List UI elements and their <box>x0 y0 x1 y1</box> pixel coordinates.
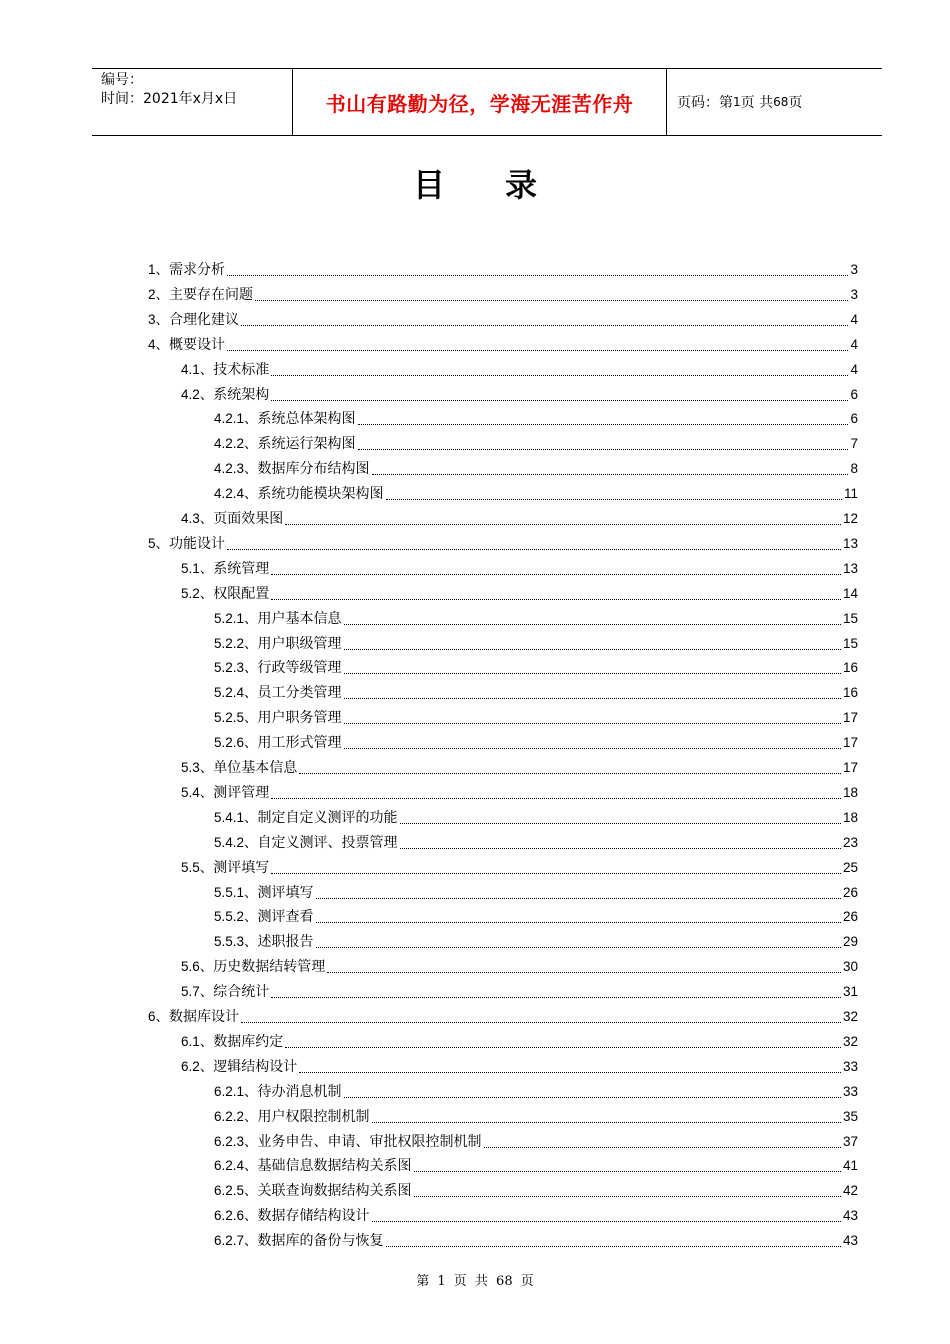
toc-entry-number: 5.2.6、 <box>214 735 258 751</box>
toc-dot-leader <box>344 648 841 650</box>
toc-dot-leader <box>386 498 842 500</box>
toc-entry[interactable] <box>181 1030 858 1054</box>
toc-entry-number: 6.2、 <box>181 1058 214 1074</box>
toc-entry-text: 功能设计 <box>169 535 226 552</box>
toc-dot-leader <box>285 523 841 525</box>
toc-entry-page: 14 <box>842 585 858 601</box>
toc-entry-number: 5.5.3、 <box>214 934 258 950</box>
toc-dot-leader <box>400 822 841 824</box>
toc-entry-page: 42 <box>842 1183 858 1199</box>
toc-entry-text: 系统管理 <box>213 560 270 577</box>
toc-entry-page: 18 <box>842 809 858 825</box>
toc-entry[interactable] <box>214 407 858 431</box>
toc-entry-page: 18 <box>842 784 858 800</box>
toc-dot-leader <box>299 772 841 774</box>
header-motto: 书山有路勤为径，学海无涯苦作舟 <box>293 69 667 135</box>
toc-entry-number: 4、 <box>148 336 170 352</box>
toc-dot-leader <box>271 374 848 376</box>
toc-entry-text: 系统总体架构图 <box>257 411 356 428</box>
toc-entry-text: 关联查询数据结构关系图 <box>257 1183 412 1200</box>
toc-entry-page: 25 <box>842 859 858 875</box>
toc-entry-page: 41 <box>842 1158 858 1174</box>
toc-entry-number: 4.2.4、 <box>214 486 258 502</box>
toc-entry-number: 5.2.5、 <box>214 710 258 726</box>
toc-dot-leader <box>255 299 848 301</box>
toc-entry-number: 5.3、 <box>181 760 214 775</box>
toc-entry[interactable] <box>181 557 858 581</box>
toc-entry-text: 数据库约定 <box>213 1033 284 1050</box>
toc-entry[interactable] <box>214 482 858 506</box>
toc-entry-page: 3 <box>850 286 858 302</box>
toc-entry-text: 系统架构 <box>213 386 270 403</box>
toc-entry-number: 5、 <box>148 535 170 551</box>
toc-entry-text: 数据库设计 <box>169 1009 240 1025</box>
toc-entry-text: 基础信息数据结构关系图 <box>257 1158 412 1175</box>
toc-entry-number: 5.1、 <box>181 560 214 576</box>
page-mid: 页 共 <box>740 95 774 111</box>
toc-dot-leader <box>271 573 841 575</box>
toc-entry-page: 32 <box>842 1033 858 1049</box>
toc-dot-leader <box>400 847 841 849</box>
toc-entry[interactable] <box>181 856 858 880</box>
toc-dot-leader <box>372 1121 841 1123</box>
toc-dot-leader <box>227 274 848 276</box>
toc-entry-page: 17 <box>842 735 858 751</box>
toc-entry-number: 6.2.3、 <box>214 1133 258 1149</box>
toc-entry[interactable] <box>214 706 858 730</box>
toc-entry-number: 5.5.2、 <box>214 909 258 925</box>
toc-entry-number: 4.2.3、 <box>214 461 258 477</box>
toc-entry-number: 3、 <box>148 311 170 327</box>
toc-entry-page: 4 <box>850 361 858 377</box>
toc-entry-page: 16 <box>842 685 858 701</box>
toc-entry-text: 用工形式管理 <box>257 735 342 752</box>
toc-dot-leader <box>241 1021 841 1023</box>
toc-entry-text: 员工分类管理 <box>257 685 342 702</box>
toc-entry[interactable] <box>214 457 858 481</box>
toc-entry-text: 测评填写 <box>213 859 270 876</box>
toc-entry-page: 7 <box>850 436 858 452</box>
toc-dot-leader <box>227 548 841 550</box>
toc-entry-number: 5.4、 <box>181 784 214 800</box>
toc-entry-text: 数据库的备份与恢复 <box>257 1233 384 1250</box>
toc-dot-leader <box>344 672 841 674</box>
toc-entry-page: 4 <box>850 336 858 352</box>
toc-entry-text: 系统运行架构图 <box>257 436 356 453</box>
toc-entry-text: 主要存在问题 <box>169 286 254 303</box>
toc-entry-text: 自定义测评、投票管理 <box>257 834 398 851</box>
toc-entry[interactable] <box>214 1105 858 1129</box>
toc-entry-number: 4.2、 <box>181 386 214 402</box>
toc-entry-text: 测评填写 <box>257 884 314 901</box>
toc-entry-number: 6.2.2、 <box>214 1108 258 1124</box>
toc-entry[interactable] <box>214 1204 858 1228</box>
toc-entry-text: 业务申告、申请、审批权限控制机制 <box>257 1133 482 1150</box>
toc-entry-number: 4.2.1、 <box>214 411 258 427</box>
toc-entry[interactable] <box>181 781 858 805</box>
toc-dot-leader <box>358 448 849 450</box>
toc-entry-number: 6.1、 <box>181 1033 214 1049</box>
toc-dot-leader <box>414 1195 841 1197</box>
toc-entry-page: 17 <box>842 710 858 726</box>
toc-entry-text: 数据存储结构设计 <box>257 1208 370 1225</box>
toc-entry-page: 37 <box>842 1133 858 1149</box>
toc-entry[interactable] <box>148 258 858 282</box>
toc-entry[interactable] <box>214 806 858 830</box>
toc-entry[interactable] <box>148 333 858 357</box>
toc-entry-page: 16 <box>842 660 858 676</box>
toc-dot-leader <box>241 324 848 326</box>
toc-entry-page: 15 <box>842 610 858 626</box>
toc-entry-page: 12 <box>842 511 858 526</box>
toc-entry[interactable] <box>181 756 858 780</box>
toc-entry-page: 8 <box>850 461 858 477</box>
toc-entry[interactable] <box>214 681 858 705</box>
page-footer: 第 1 页 共 68 页 <box>416 1274 534 1289</box>
toc-dot-leader <box>372 1220 841 1222</box>
toc-entry-text: 合理化建议 <box>169 311 240 328</box>
document-time: 时间：2021年x月x日 <box>101 91 238 107</box>
toc-entry[interactable] <box>214 1179 858 1203</box>
toc-entry-text: 需求分析 <box>169 262 226 278</box>
toc-entry-text: 技术标准 <box>213 361 270 378</box>
toc-dot-leader <box>271 598 841 600</box>
toc-entry[interactable] <box>214 656 858 680</box>
toc-dot-leader <box>271 797 841 799</box>
toc-entry-number: 5.2、 <box>181 585 214 601</box>
toc-entry-text: 单位基本信息 <box>213 760 298 776</box>
toc-dot-leader <box>358 423 849 425</box>
toc-entry-number: 5.5.1、 <box>214 884 258 900</box>
toc-entry[interactable] <box>214 930 858 954</box>
toc-dot-leader <box>271 872 841 874</box>
toc-entry[interactable] <box>181 1055 858 1079</box>
toc-entry[interactable] <box>214 1154 858 1178</box>
toc-entry[interactable] <box>214 607 858 631</box>
toc-entry-number: 6.2.7、 <box>214 1233 258 1249</box>
toc-entry-text: 制定自定义测评的功能 <box>257 809 398 826</box>
toc-dot-leader <box>344 1096 841 1098</box>
header-meta <box>92 69 293 135</box>
toc-entry-number: 4.3、 <box>181 511 214 526</box>
page-total: 68 <box>773 95 789 109</box>
toc-entry[interactable] <box>181 955 858 979</box>
toc-entry-text: 逻辑结构设计 <box>213 1058 298 1075</box>
toc-entry[interactable] <box>181 582 858 606</box>
toc-entry-text: 用户权限控制机制 <box>257 1108 370 1125</box>
toc-entry[interactable] <box>148 308 858 332</box>
toc-dot-leader <box>271 399 848 401</box>
toc-dot-leader <box>271 996 841 998</box>
toc-entry[interactable] <box>148 283 858 307</box>
toc-entry-page: 31 <box>842 984 858 1000</box>
toc-entry[interactable] <box>181 383 858 407</box>
toc-entry[interactable] <box>214 432 858 456</box>
toc-entry[interactable] <box>214 632 858 656</box>
toc-title: 目录 <box>412 166 597 204</box>
toc-entry-page: 6 <box>850 411 858 427</box>
toc-entry[interactable] <box>181 980 858 1004</box>
toc-dot-leader <box>299 1071 841 1073</box>
toc-entry-page: 35 <box>842 1108 858 1124</box>
toc-entry-number: 5.2.4、 <box>214 685 258 701</box>
toc-entry-number: 5.2.2、 <box>214 635 258 651</box>
toc-dot-leader <box>316 921 841 923</box>
toc-entry-number: 5.6、 <box>181 959 214 975</box>
toc-entry-number: 6.2.6、 <box>214 1208 258 1224</box>
toc-entry-number: 5.4.1、 <box>214 809 258 825</box>
toc-entry-page: 17 <box>842 760 858 775</box>
toc-entry-page: 43 <box>842 1208 858 1224</box>
toc-entry-number: 5.5、 <box>181 859 214 875</box>
toc-dot-leader <box>344 747 841 749</box>
toc-entry-page: 43 <box>842 1233 858 1249</box>
toc-dot-leader <box>316 897 841 899</box>
header-page-info <box>667 69 882 135</box>
toc-entry-page: 32 <box>842 1009 858 1024</box>
toc-entry-number: 4.1、 <box>181 361 214 377</box>
toc-entry-number: 6.2.4、 <box>214 1158 258 1174</box>
toc-entry-number: 5.4.2、 <box>214 834 258 850</box>
toc-entry-text: 历史数据结转管理 <box>213 959 326 976</box>
toc-dot-leader <box>344 697 841 699</box>
toc-dot-leader <box>285 1046 841 1048</box>
toc-entry[interactable] <box>214 881 858 905</box>
toc-entry[interactable] <box>214 731 858 755</box>
toc-entry-text: 述职报告 <box>257 934 314 951</box>
toc-dot-leader <box>386 1245 841 1247</box>
toc-entry-number: 4.2.2、 <box>214 436 258 452</box>
toc-entry-page: 15 <box>842 635 858 651</box>
toc-dot-leader <box>344 722 841 724</box>
toc-entry-number: 6.2.5、 <box>214 1183 258 1199</box>
toc-dot-leader <box>344 623 841 625</box>
toc-dot-leader <box>327 971 841 973</box>
toc-entry-page: 30 <box>842 959 858 975</box>
toc-dot-leader <box>316 946 841 948</box>
toc-entry-number: 1、 <box>148 262 170 277</box>
toc-entry-page: 33 <box>842 1058 858 1074</box>
toc-entry-number: 5.7、 <box>181 984 214 1000</box>
toc-entry-number: 5.2.1、 <box>214 610 258 626</box>
toc-entry-text: 权限配置 <box>213 585 270 602</box>
toc-entry-text: 综合统计 <box>213 984 270 1001</box>
toc-entry-text: 系统功能模块架构图 <box>257 486 384 503</box>
toc-entry-page: 23 <box>842 834 858 850</box>
toc-entry[interactable] <box>148 532 858 556</box>
toc-entry-number: 6、 <box>148 1009 170 1024</box>
toc-entry-page: 13 <box>842 560 858 576</box>
toc-dot-leader <box>227 349 848 351</box>
toc-entry[interactable] <box>181 358 858 382</box>
toc-entry-page: 26 <box>842 884 858 900</box>
toc-entry-text: 概要设计 <box>169 336 226 353</box>
toc-entry[interactable] <box>181 507 858 531</box>
toc-entry-text: 用户职务管理 <box>257 710 342 727</box>
toc-entry-page: 11 <box>843 486 858 502</box>
toc-dot-leader <box>484 1146 841 1148</box>
page-number: 1 <box>733 95 741 109</box>
toc-entry-page: 13 <box>842 535 858 551</box>
toc-entry-page: 29 <box>842 934 858 950</box>
toc-entry-text: 用户职级管理 <box>257 635 342 652</box>
toc-entry-text: 待办消息机制 <box>257 1083 342 1100</box>
toc-dot-leader <box>372 473 849 475</box>
toc-entry[interactable] <box>214 1080 858 1104</box>
toc-entry[interactable] <box>214 1130 858 1154</box>
toc-entry[interactable] <box>214 905 858 929</box>
toc-entry[interactable] <box>214 1229 858 1253</box>
toc-entry-text: 测评查看 <box>257 909 314 926</box>
document-number-label: 编号： <box>101 72 143 88</box>
toc-entry-page: 33 <box>842 1083 858 1099</box>
toc-entry-text: 用户基本信息 <box>257 610 342 627</box>
toc-entry-page: 4 <box>850 311 858 327</box>
toc-entry-page: 26 <box>842 909 858 925</box>
toc-entry-number: 5.2.3、 <box>214 660 258 676</box>
toc-entry-page: 3 <box>850 262 858 277</box>
toc-entry-text: 数据库分布结构图 <box>257 461 370 478</box>
toc-entry-page: 6 <box>850 386 858 402</box>
page-suffix: 页 <box>788 95 803 111</box>
toc-entry-text: 页面效果图 <box>213 511 284 527</box>
toc-entry-text: 测评管理 <box>213 784 270 801</box>
toc-entry[interactable] <box>148 1005 858 1029</box>
toc-entry[interactable] <box>214 831 858 855</box>
toc-entry-number: 2、 <box>148 286 170 302</box>
toc-entry-text: 行政等级管理 <box>257 660 342 677</box>
toc-entry-number: 6.2.1、 <box>214 1083 258 1099</box>
toc-dot-leader <box>414 1170 841 1172</box>
page-header <box>92 68 882 136</box>
page-prefix: 页码：第 <box>677 95 733 111</box>
